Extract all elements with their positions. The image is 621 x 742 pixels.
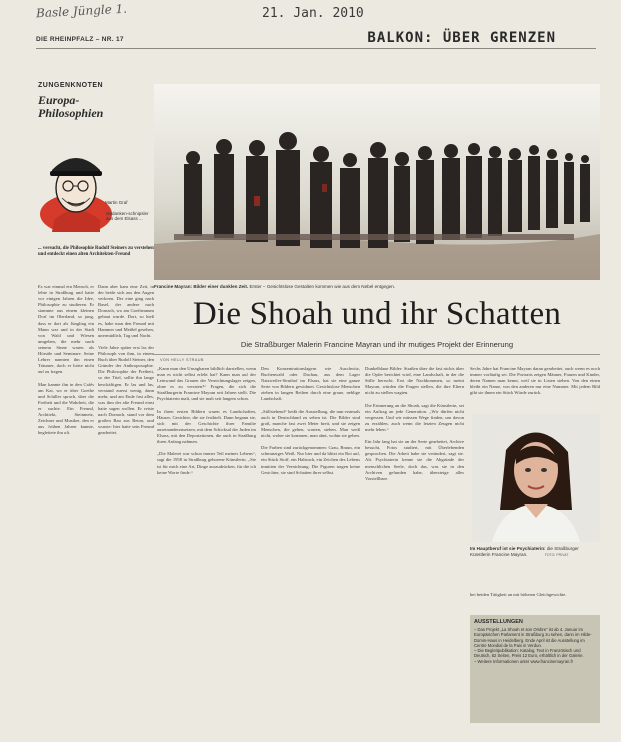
photo-credit: FOTO: PRIVAT: [544, 553, 569, 557]
section-title: BALKON: ÜBER GRENZEN: [367, 30, 556, 46]
headline: Die Shoah und ihr Schatten: [192, 296, 562, 332]
masthead: [36, 32, 596, 49]
column-kicker: ZUNGENKNOTEN: [38, 82, 104, 89]
divider: [154, 354, 600, 355]
column-author: Martin Graf: [105, 200, 128, 205]
painting-caption-text: Erster – Gesichtslose Gestalten kommen wie aus dem Nebel entgegen.: [249, 284, 396, 289]
handwritten-note: Basle Jüngle 1.: [35, 1, 128, 21]
photo-caption: [470, 546, 600, 558]
column-title-line1: Europa-: [38, 93, 80, 107]
column-teaser: ... versucht, die Philosophie Rudolf Steiners zu verstehen und entdeckt einen alten Architekten-Freund: [38, 246, 154, 257]
painting-caption-bold: Francine Mayran: Bilder einer dunklen Zeit.: [154, 284, 249, 289]
article-column-2: Den Konzentrationslagern wie Auschwitz, Buchenwald oder Dachau, aus dem Lager Natzweiler-Struthof im Elsass, hat sie eine ganze Serie von Bildern gewidmet. Gesichtslose Menschen ziehen in langen Reihen durch eine graue, neblige Landschaft. „Stillstehend“ heißt die Ausstellung, die nun erstmals auch in Deutschland zu sehen ist. Die Bilder sind groß, manche fast zwei Meter breit, und sie zeigen Menschen, die gehen, warten, stehen. Man weiß nicht, woher sie kommen, man ahnt, wohin sie gehen. Die Farben sind zurückgenommen: Grau, Braun, ein schmutziges Weiß. Nur hier und da blitzt ein Rot auf, ein Stück Stoff, ein Halstuch, ein Zeichen des Lebens inmitten der Vernichtung. Die Figuren tragen keine Gesichter, sie sind Schatten ihrer selbst.: [261, 366, 360, 475]
column-title-line2: Philosophien: [38, 106, 104, 120]
column-text-left: Es war einmal ein Mensch, er lebte in Straßburg und hatte vor einigen Jahren die Idee, Philosophie zu studieren. Er stammte aus einem kleinen Dorf im Oberland, so jung, dass er dort als Jüngling ein Mann war und in der Stadt von Wald und Wiesen umgeben, die mehr nach seinem Sinne waren als Hörsäle und Seminare. Seine Lehrer nannten ihn einen Träumer, doch er hörte nicht auf zu fragen. Man kannte ihn in den Cafés am Kai, wo er über Goethe und Schiller sprach, über die Freiheit und die Wahrheit, die er suchte. Ein Freund, Architekt, Steinmetz, Zeichner und Musiker, den er aus frühen Jahren kannte, begleitete ihn oft.: [38, 284, 94, 436]
byline: VON HELLY STRAUB: [160, 358, 204, 362]
painting-image: [154, 84, 600, 280]
photo-caption-text: die Straßburger Künstlerin Francine Mayran.: [470, 546, 579, 557]
article-column-3: Dunkelblaue Bilder: Straßen über die fast nichts über die Opfer berichtet wird, eine Landschaft, in der die Stille herrscht. Erst die Nachkommen, so meint Mayran, würden die Fragen stellen, die ihre Eltern nicht zu stellen wagten. Die Erinnerung an die Shoah, sagt die Künstlerin, sei ein Auftrag an jede Generation. „Wir dürfen nicht vergessen. Und wir müssen Wege finden, um davon zu erzählen, auch wenn die letzten Zeugen nicht mehr leben.“ Ein Jahr lang hat sie an der Serie gearbeitet, Archive besucht, Fotos studiert, mit Überlebenden gesprochen. Die Arbeit habe sie verändert, sagt sie. Als Psychiaterin kenne sie die Abgründe der menschlichen Seele, doch das, was sie in den Archiven gefunden habe, übersteige alles Vorstellbare.: [365, 366, 464, 481]
date-stamp: 21. Jan. 2010: [262, 6, 364, 21]
article-column-4-bottom: bei beiden Tätigkeit an mit höheren Gleichgewichte.: [470, 592, 567, 597]
info-box: [470, 615, 600, 723]
subheadline: Die Straßburger Malerin Francine Mayran und ihr mutiges Projekt der Erinnerung: [240, 340, 514, 349]
info-box-text: – Das Projekt „La Shoah et son Ombre“ ist ab 4. Januar im Europäischen Parlament in Straßburg zu sehen, dann im Hilde-Domin-Haus in Heidelberg. Ende April ist die Ausstellung im Centre Mondial de la Paix in Verdun. – Die Begleitpublikation: Katalog, Text in Französisch und Deutsch, 62 Seiten, Preis 12 Euro, erhältlich in der Galerie. – Weitere Informationen unter www.francinemayran.fr: [474, 627, 592, 664]
article-column-1: „Kann man den Unsagbaren bildlich darstellen, wenn man es nicht selbst erlebt hat? Kann man auf der Leinwand das Grauen der Vernichtungslager zeigen, ohne es zu verraten?“ Fragen, die sich die Straßburgerin Francine Mayran seit Jahren stellt. Die Psychiaterin malt, und sie malt seit langem schon. In ihren ersten Bildern waren es Landschaften, Häuser, Gesichter, die sie festhielt. Dann begann sie, sich mit der Geschichte ihrer Familie auseinanderzusetzen, mit dem Schicksal der Juden im Elsass, mit den Deportationen, die auch in Straßburg ihren Anfang nahmen. „Die Malerei war schon immer Teil meines Lebens“, sagt die 1958 in Straßburg geborene Künstlerin. „Sie ist für mich eine Art, Dinge auszudrücken, für die ich keine Worte finde.“: [157, 366, 256, 475]
article-column-4-top: Sechs Jahre hat Francine Mayran daran gearbeitet, auch wenn es noch immer vorläufig sei. Die Portraits zeigen Männer, Frauen und Kinder, deren Namen man kennt, weil sie in Listen stehen. Von den einen bleibt ein Name, von den anderen nur eine Nummer. Mit jedem Bild gibt sie ihnen ein Stück Würde zurück.: [470, 366, 600, 396]
column-quote: Gedanken-schnipsler aus dem Elsass ...: [106, 211, 149, 221]
column-title: [38, 94, 103, 120]
artist-photo: [472, 414, 600, 542]
painting-caption: [154, 284, 600, 289]
paper-name: DIE RHEINPFALZ – NR. 17: [36, 36, 124, 43]
photo-caption-bold: Im Hauptberuf ist sie Psychiaterin:: [470, 546, 546, 551]
column-text-right: Dann aber kam eine Zeit, in der beide sich aus den Augen verloren. Der eine ging nach Basel, der andere nach Dornach, wo am Goetheanum gebaut wurde. Dort, so hieß es, habe man den Freund mit Hammer und Meißel gesehen, unermüdlich, Tag und Nacht. Viele Jahre später erst las der Philosoph von ihm, in einem Buch über Rudolf Steiner, den Gründer der Anthroposophie. Die Philosophie der Freiheit, so der Titel, sollte ihn lange beschäftigen. Er las und las, verstand zuerst wenig, dann mehr, und am Ende fast alles, was ihm der alte Freund einst hatte sagen wollen. Er reiste nach Dornach, stand vor dem großen Bau aus Beton, und wusste: hier hatte sein Freund gearbeitet.: [98, 284, 154, 436]
info-box-title: AUSSTELLUNGEN: [474, 619, 523, 625]
